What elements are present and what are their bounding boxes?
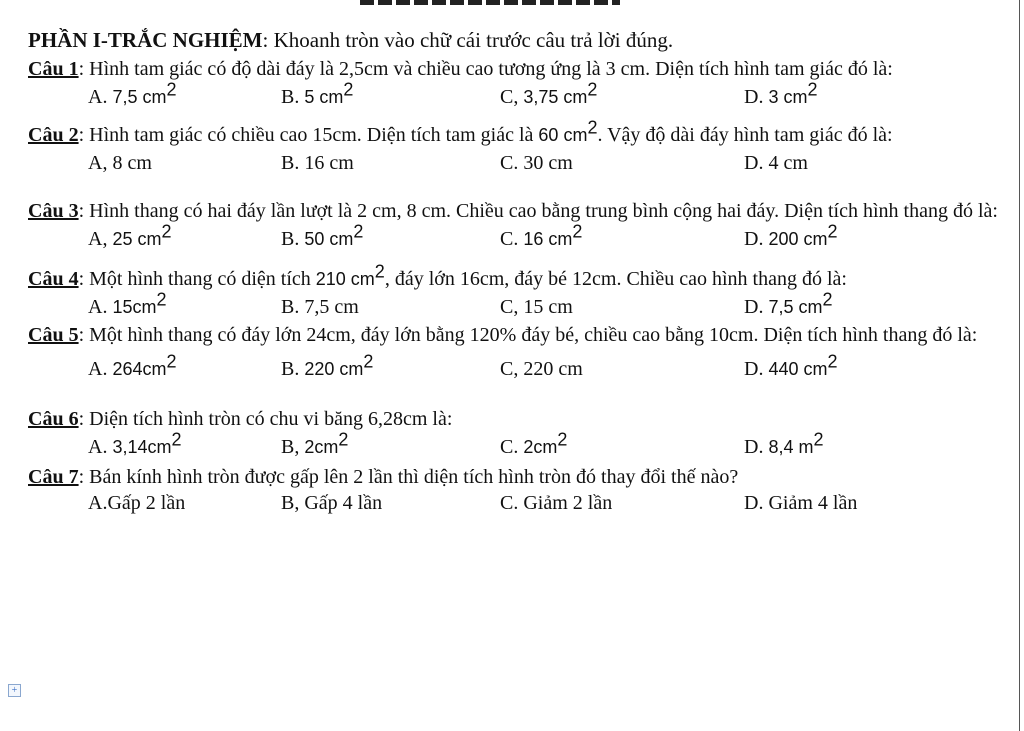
option-exponent: 2 — [557, 429, 568, 450]
option-b[interactable] — [281, 296, 359, 319]
question-6-options — [28, 429, 1008, 464]
question-text: : Diện tích hình tròn có chu vi băng 6,28cm là: — [78, 408, 453, 430]
option-exponent: 2 — [343, 79, 354, 100]
page-edge — [1019, 0, 1020, 731]
option-prefix: A. — [88, 86, 113, 108]
question-label: Câu 1 — [28, 58, 79, 80]
question-2 — [28, 117, 1008, 148]
option-prefix: D. — [744, 152, 769, 174]
option-value: 8,4 m — [768, 437, 814, 457]
option-prefix: A. — [88, 492, 108, 514]
question-3 — [28, 198, 1008, 224]
option-prefix: D. — [744, 296, 769, 318]
option-prefix: A. — [88, 358, 113, 380]
cropped-top-text — [360, 0, 620, 5]
option-c[interactable] — [500, 429, 568, 459]
question-7-options — [28, 490, 1008, 520]
option-exponent: 2 — [822, 289, 833, 310]
option-prefix: A. — [88, 296, 113, 318]
option-value: 2cm — [523, 437, 558, 457]
question-exponent: 2 — [374, 261, 385, 282]
worksheet — [28, 26, 1008, 520]
option-a[interactable] — [88, 429, 182, 459]
table-move-handle-icon[interactable]: + — [8, 684, 21, 697]
option-exponent: 2 — [363, 351, 374, 372]
option-exponent: 2 — [156, 289, 167, 310]
option-value: Gấp 2 lần — [107, 492, 186, 514]
option-value: 220 cm — [304, 359, 364, 379]
option-c[interactable] — [500, 152, 573, 175]
question-value: 60 cm — [538, 125, 588, 145]
option-prefix: B, — [281, 492, 305, 514]
option-c[interactable] — [500, 296, 573, 319]
option-value: 16 cm — [523, 229, 573, 249]
option-prefix: C, — [500, 358, 524, 380]
option-d[interactable] — [744, 492, 857, 515]
option-exponent: 2 — [166, 79, 177, 100]
option-value: 25 cm — [112, 229, 162, 249]
question-1 — [28, 56, 1008, 82]
question-1-options — [28, 79, 1008, 116]
option-c[interactable] — [500, 79, 598, 109]
option-prefix: D. — [744, 228, 769, 250]
option-exponent: 2 — [807, 79, 818, 100]
question-label: Câu 2 — [28, 124, 79, 146]
question-text-continued: . Vậy độ dài đáy hình tam giác đó là: — [597, 124, 893, 146]
option-exponent: 2 — [827, 221, 838, 242]
option-b[interactable] — [281, 221, 364, 251]
option-a[interactable] — [88, 221, 172, 251]
option-b[interactable] — [281, 351, 374, 381]
option-exponent: 2 — [161, 221, 172, 242]
question-label: Câu 6 — [28, 408, 79, 430]
question-text: : Một hình thang có đáy lớn 24cm, đáy lớn bằng 120% đáy bé, chiều cao bằng 10cm. Diện tích hình thang đó là: — [78, 324, 978, 346]
option-prefix: B. — [281, 86, 305, 108]
option-prefix: C. — [500, 152, 524, 174]
option-prefix: C, — [500, 296, 524, 318]
option-exponent: 2 — [587, 79, 598, 100]
question-text: : Hình thang có hai đáy lần lượt là 2 cm, 8 cm. Chiều cao bằng trung bình cộng hai đáy. Diện tích hình thang đó là: — [78, 200, 998, 222]
option-b[interactable] — [281, 492, 382, 515]
option-value: 4 cm — [768, 152, 808, 174]
option-value: 3 cm — [768, 87, 808, 107]
option-value: 220 cm — [523, 358, 583, 380]
question-text: : Một hình thang có diện tích — [78, 268, 316, 290]
option-value: 200 cm — [768, 229, 828, 249]
option-prefix: B. — [281, 152, 305, 174]
section-heading — [28, 26, 1008, 54]
option-value: 7,5 cm — [304, 296, 359, 318]
question-text: : Hình tam giác có độ dài đáy là 2,5cm và chiều cao tương ứng là 3 cm. Diện tích hình tam giác đó là: — [78, 58, 893, 80]
option-value: 16 cm — [304, 152, 354, 174]
option-exponent: 2 — [338, 429, 349, 450]
question-3-options — [28, 221, 1008, 258]
option-value: 264cm — [112, 359, 167, 379]
option-value: Giảm 2 lần — [523, 492, 613, 514]
option-a[interactable] — [88, 492, 185, 515]
option-value: 30 cm — [523, 152, 573, 174]
option-c[interactable] — [500, 221, 583, 251]
option-value: Gấp 4 lần — [304, 492, 383, 514]
option-prefix: C, — [500, 86, 524, 108]
option-value: 440 cm — [768, 359, 828, 379]
option-value: 3,14cm — [112, 437, 172, 457]
section-heading-instruction: : Khoanh tròn vào chữ cái trước câu trả lời đúng. — [262, 28, 674, 52]
option-value: 5 cm — [304, 87, 344, 107]
option-exponent: 2 — [827, 351, 838, 372]
option-prefix: B. — [281, 228, 305, 250]
question-5-options — [28, 348, 1008, 388]
option-b[interactable] — [281, 429, 349, 459]
option-prefix: D. — [744, 358, 769, 380]
option-prefix: A. — [88, 436, 113, 458]
option-prefix: A, — [88, 152, 113, 174]
question-5 — [28, 322, 1008, 348]
question-7 — [28, 464, 1008, 490]
option-d[interactable] — [744, 289, 833, 319]
option-a[interactable] — [88, 289, 167, 319]
question-4 — [28, 261, 1008, 292]
question-label: Câu 7 — [28, 466, 79, 488]
question-label: Câu 3 — [28, 200, 79, 222]
option-value: 3,75 cm — [523, 87, 588, 107]
option-d[interactable] — [744, 79, 818, 109]
option-a[interactable] — [88, 152, 152, 175]
option-prefix: B. — [281, 358, 305, 380]
question-6 — [28, 406, 1008, 432]
question-text: : Bán kính hình tròn được gấp lên 2 lần thì diện tích hình tròn đó thay đổi thế nào? — [78, 466, 739, 488]
option-prefix: C. — [500, 228, 524, 250]
option-value: 50 cm — [304, 229, 354, 249]
option-a[interactable] — [88, 79, 177, 109]
question-text-continued: , đáy lớn 16cm, đáy bé 12cm. Chiều cao hình thang đó là: — [384, 268, 847, 290]
option-prefix: D. — [744, 492, 769, 514]
option-d[interactable] — [744, 351, 838, 381]
option-d[interactable] — [744, 429, 824, 459]
question-value: 210 cm — [315, 269, 375, 289]
option-value: 8 cm — [112, 152, 152, 174]
option-value: 2cm — [304, 437, 339, 457]
option-exponent: 2 — [353, 221, 364, 242]
option-value: Giảm 4 lần — [768, 492, 858, 514]
option-exponent: 2 — [813, 429, 824, 450]
option-d[interactable] — [744, 221, 838, 251]
option-prefix: C. — [500, 492, 524, 514]
question-2-options — [28, 148, 1008, 182]
option-prefix: D. — [744, 436, 769, 458]
option-prefix: C. — [500, 436, 524, 458]
question-text: : Hình tam giác có chiều cao 15cm. Diện tích tam giác là — [78, 124, 539, 146]
option-exponent: 2 — [171, 429, 182, 450]
question-label: Câu 4 — [28, 268, 79, 290]
option-prefix: D. — [744, 86, 769, 108]
option-value: 15 cm — [523, 296, 573, 318]
question-exponent: 2 — [587, 117, 598, 138]
option-value: 15cm — [112, 297, 157, 317]
option-d[interactable] — [744, 152, 808, 175]
option-b[interactable] — [281, 79, 354, 109]
option-prefix: B, — [281, 436, 305, 458]
option-prefix: A, — [88, 228, 113, 250]
section-heading-label: PHẦN I-TRẮC NGHIỆM — [28, 28, 263, 52]
option-a[interactable] — [88, 351, 177, 381]
question-label: Câu 5 — [28, 324, 79, 346]
option-c[interactable] — [500, 492, 612, 515]
option-prefix: B. — [281, 296, 305, 318]
option-value: 7,5 cm — [768, 297, 823, 317]
option-exponent: 2 — [572, 221, 583, 242]
option-c[interactable] — [500, 358, 583, 381]
question-4-options — [28, 289, 1008, 322]
option-exponent: 2 — [166, 351, 177, 372]
option-b[interactable] — [281, 152, 354, 175]
option-value: 7,5 cm — [112, 87, 167, 107]
